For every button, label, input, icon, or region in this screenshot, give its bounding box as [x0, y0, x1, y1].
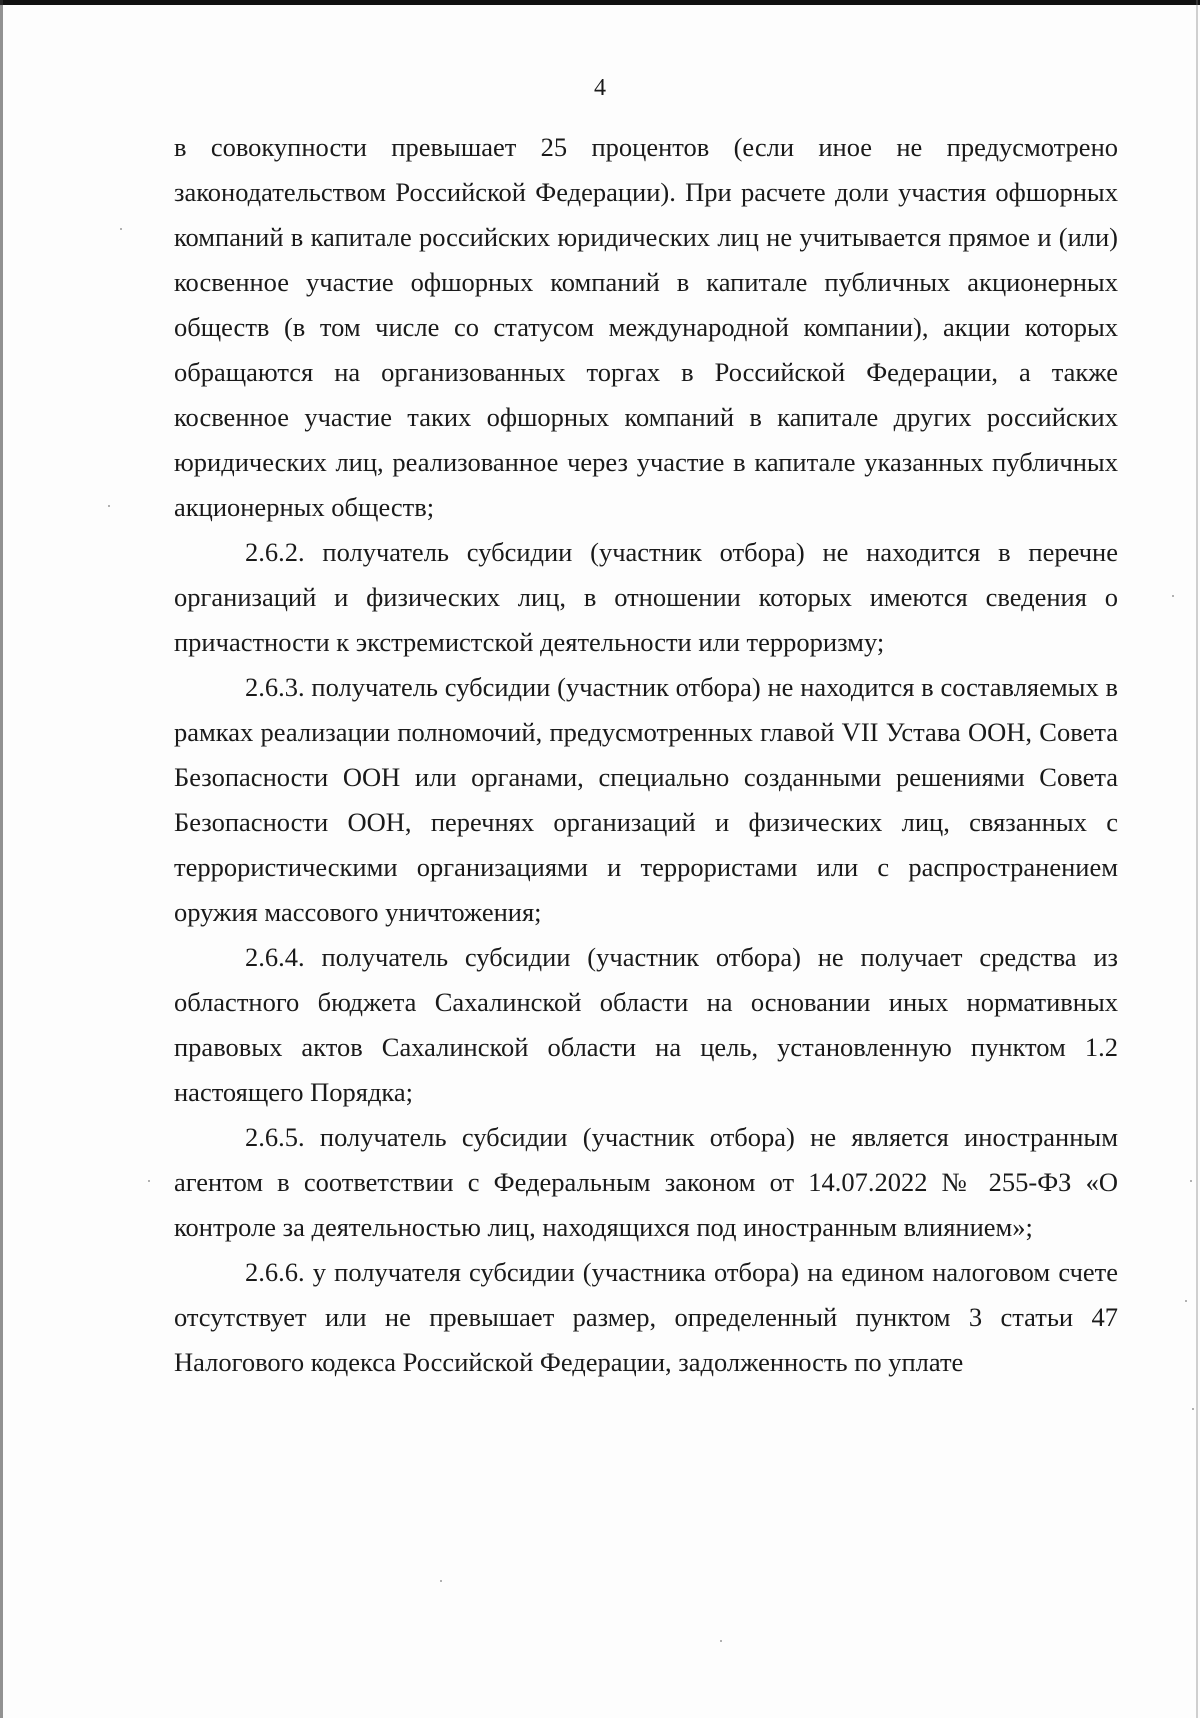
paragraph-2-6-2: 2.6.2. получатель субсидии (участник отбора) не находится в перечне организаций и физических лиц, в отношении которых имеются сведения о причастности к экстремистской деятельности или терроризму;: [174, 537, 1118, 657]
scan-speck: [148, 1180, 150, 1182]
scan-speck: [1172, 595, 1174, 597]
scan-edge-right: [1196, 0, 1198, 1718]
page-number: 4: [594, 75, 606, 101]
scan-edge-left: [0, 0, 3, 1718]
scan-speck: [1192, 1408, 1194, 1410]
paragraph-2-6-4: 2.6.4. получатель субсидии (участник отбора) не получает средства из областного бюджета Сахалинской области на основании иных нормативных правовых актов Сахалинской области на цель, установленную пунктом 1.2 настоящего Порядка;: [174, 942, 1118, 1107]
scan-speck: [720, 1640, 722, 1642]
scan-speck: [1190, 1180, 1192, 1182]
paragraph-2-6-6: 2.6.6. у получателя субсидии (участника отбора) на едином налоговом счете отсутствует или не превышает размер, определенный пунктом 3 статьи 47 Налогового кодекса Российской Федерации, задолженность по уплате: [174, 1257, 1118, 1377]
scan-edge-top: [0, 0, 1200, 5]
paragraph-2-6-5: 2.6.5. получатель субсидии (участник отбора) не является иностранным агентом в соответствии с Федеральным законом от 14.07.2022 № 255-ФЗ «О контроле за деятельностью лиц, находящихся под иностранным влиянием»;: [174, 1122, 1118, 1242]
scan-speck: [120, 228, 122, 230]
scan-speck: [108, 505, 110, 507]
scan-speck: [1185, 1300, 1187, 1302]
scan-speck: [440, 1580, 442, 1582]
document-body: [174, 125, 1118, 1385]
paragraph-continuation: в совокупности превышает 25 процентов (если иное не предусмотрено законодательством Российской Федерации). При расчете доли участия офшорных компаний в капитале российских юридических лиц не учитывается прямое и (или) косвенное участие офшорных компаний в капитале публичных акционерных обществ (в том числе со статусом международной компании), акции которых обращаются на организованных торгах в Российской Федерации, а также косвенное участие таких офшорных компаний в капитале других российских юридических лиц, реализованное через участие в капитале указанных публичных акционерных обществ;: [174, 132, 1118, 522]
paragraph-2-6-3: 2.6.3. получатель субсидии (участник отбора) не находится в составляемых в рамках реализации полномочий, предусмотренных главой VII Устава ООН, Совета Безопасности ООН или органами, специально созданными решениями Совета Безопасности ООН, перечнях организаций и физических лиц, связанных с террористическими организациями и террористами или с распространением оружия массового уничтожения;: [174, 672, 1118, 927]
